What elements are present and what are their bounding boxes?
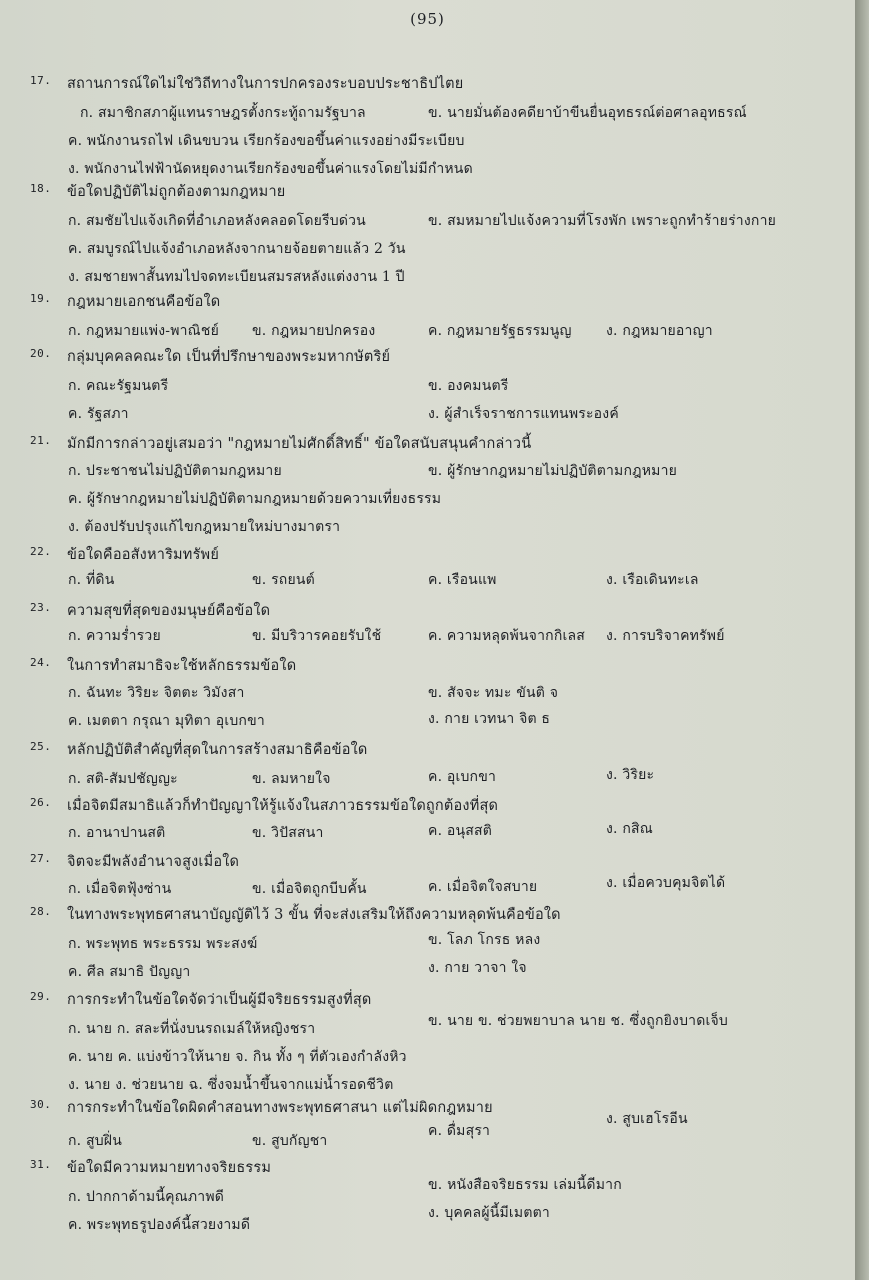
option-b: ข. องคมนตรี xyxy=(428,378,509,394)
option-a: ก. นาย ก. สละที่นั่งบนรถเมล์ให้หญิงชรา xyxy=(68,1021,316,1037)
option-b: ข. โลภ โกรธ หลง xyxy=(428,932,541,948)
question-number: 27. xyxy=(30,852,52,865)
option-d: ง. กาย วาจา ใจ xyxy=(428,960,527,976)
option-c: ค. ศีล สมาธิ ปัญญา xyxy=(68,964,191,980)
option-a: ก. พระพุทธ พระธรรม พระสงฆ์ xyxy=(68,936,258,952)
option-c: ค. ดื่มสุรา xyxy=(428,1123,491,1139)
option-d: ง. เรือเดินทะเล xyxy=(606,572,699,588)
question-text: ความสุขที่สุดของมนุษย์คือข้อใด xyxy=(67,603,271,619)
page-number: (95) xyxy=(410,10,445,28)
option-d: ง. กสิณ xyxy=(606,821,653,837)
option-d: ง. พนักงานไฟฟ้านัดหยุดงานเรียกร้องขอขึ้นค่าแรงโดยไม่มีกำหนด xyxy=(68,161,473,177)
option-a: ก. คณะรัฐมนตรี xyxy=(68,378,169,394)
option-c: ค. สมบูรณ์ไปแจ้งอำเภอหลังจากนายจ้อยตายแล้ว 2 วัน xyxy=(68,241,406,257)
option-d: ง. เมื่อควบคุมจิตได้ xyxy=(606,875,726,891)
question-text: มักมีการกล่าวอยู่เสมอว่า "กฎหมายไม่ศักดิ์สิทธิ์" ข้อใดสนับสนุนคำกล่าวนี้ xyxy=(67,436,532,452)
question-text: หลักปฏิบัติสำคัญที่สุดในการสร้างสมาธิคือข้อใด xyxy=(67,742,368,758)
option-b: ข. ลมหายใจ xyxy=(252,771,331,787)
question-number: 18. xyxy=(30,182,52,195)
option-d: ง. ต้องปรับปรุงแก้ไขกฎหมายใหม่บางมาตรา xyxy=(68,519,341,535)
question-number: 29. xyxy=(30,990,52,1003)
option-d: ง. กาย เวทนา จิต ธ xyxy=(428,711,551,727)
question-text: การกระทำในข้อใดจัดว่าเป็นผู้มีจริยธรรมสูงที่สุด xyxy=(67,992,372,1008)
option-c: ค. ผู้รักษากฎหมายไม่ปฏิบัติตามกฎหมายด้วยความเที่ยงธรรม xyxy=(68,491,442,507)
option-c: ค. เมตตา กรุณา มุทิตา อุเบกขา xyxy=(68,713,265,729)
question-number: 30. xyxy=(30,1098,52,1111)
option-b: ข. กฎหมายปกครอง xyxy=(252,323,376,339)
option-a: ก. ฉันทะ วิริยะ จิตตะ วิมังสา xyxy=(68,685,245,701)
option-b: ข. เมื่อจิตถูกบีบคั้น xyxy=(252,881,367,897)
option-c: ค. เมื่อจิตใจสบาย xyxy=(428,879,538,895)
question-text: เมื่อจิตมีสมาธิแล้วก็ทำปัญญาให้รู้แจ้งในสภาวธรรมข้อใดถูกต้องที่สุด xyxy=(67,798,499,814)
option-a: ก. สมาชิกสภาผู้แทนราษฎรตั้งกระทู้ถามรัฐบาล xyxy=(80,105,366,121)
question-number: 26. xyxy=(30,796,52,809)
option-b: ข. ผู้รักษากฎหมายไม่ปฏิบัติตามกฎหมาย xyxy=(428,463,678,479)
option-b: ข. วิปัสสนา xyxy=(252,825,324,841)
option-c: ค. นาย ค. แบ่งข้าวให้นาย จ. กิน ทั้ง ๆ ที่ตัวเองกำลังหิว xyxy=(68,1049,407,1065)
option-b: ข. นาย ข. ช่วยพยาบาล นาย ช. ซึ่งถูกยิงบาดเจ็บ xyxy=(428,1013,728,1029)
option-d: ง. สูบเฮโรอีน xyxy=(606,1111,688,1127)
question-text: การกระทำในข้อใดผิดคำสอนทางพระพุทธศาสนา แต่ไม่ผิดกฎหมาย xyxy=(67,1100,493,1116)
option-c: ค. รัฐสภา xyxy=(68,406,129,422)
question-text: ในการทำสมาธิจะใช้หลักธรรมข้อใด xyxy=(67,658,297,674)
option-a: ก. ที่ดิน xyxy=(68,572,115,588)
question-number: 24. xyxy=(30,656,52,669)
option-b: ข. สมหมายไปแจ้งความที่โรงพัก เพราะถูกทำร้ายร่างกาย xyxy=(428,213,777,229)
option-a: ก. ความร่ำรวย xyxy=(68,628,161,644)
option-c: ค. เรือนแพ xyxy=(428,572,497,588)
question-text: ในทางพระพุทธศาสนาบัญญัติไว้ 3 ขั้น ที่จะส่งเสริมให้ถึงความหลุดพ้นคือข้อใด xyxy=(67,907,561,923)
question-text: ข้อใดปฏิบัติไม่ถูกต้องตามกฎหมาย xyxy=(67,184,286,200)
question-number: 23. xyxy=(30,601,52,614)
option-d: ง. สมชายพาสั้นทมไปจดทะเบียนสมรสหลังแต่งงาน 1 ปี xyxy=(68,269,405,285)
option-d: ง. วิริยะ xyxy=(606,767,655,783)
question-number: 17. xyxy=(30,74,52,87)
option-a: ก. สมชัยไปแจ้งเกิดที่อำเภอหลังคลอดโดยรีบด่วน xyxy=(68,213,366,229)
option-a: ก. ประชาชนไม่ปฏิบัติตามกฎหมาย xyxy=(68,463,282,479)
question-number: 25. xyxy=(30,740,52,753)
option-b: ข. สูบกัญชา xyxy=(252,1133,328,1149)
question-text: ข้อใดคืออสังหาริมทรัพย์ xyxy=(67,547,220,563)
option-b: ข. หนังสือจริยธรรม เล่มนี้ดีมาก xyxy=(428,1177,622,1193)
question-text: ข้อใดมีความหมายทางจริยธรรม xyxy=(67,1160,272,1176)
option-a: ก. สูบฝิ่น xyxy=(68,1133,122,1149)
question-text: สถานการณ์ใดไม่ใช่วิถีทางในการปกครองระบอบประชาธิปไตย xyxy=(67,76,464,92)
option-d: ง. การบริจาคทรัพย์ xyxy=(606,628,725,644)
option-d: ง. ผู้สำเร็จราชการแทนพระองค์ xyxy=(428,406,619,422)
question-number: 21. xyxy=(30,434,52,447)
option-c: ค. อุเบกขา xyxy=(428,769,497,785)
option-a: ก. เมื่อจิตฟุ้งซ่าน xyxy=(68,881,172,897)
option-d: ง. บุคคลผู้นี้มีเมตตา xyxy=(428,1205,550,1221)
question-number: 22. xyxy=(30,545,52,558)
option-d: ง. กฎหมายอาญา xyxy=(606,323,713,339)
option-b: ข. นายมั่นต้องคดียาบ้าขีนยื่นอุทธรณ์ต่อศาลอุทธรณ์ xyxy=(428,105,747,121)
option-c: ค. พนักงานรถไฟ เดินขบวน เรียกร้องขอขึ้นค่าแรงอย่างมีระเบียบ xyxy=(68,133,465,149)
question-text: กลุ่มบุคคลคณะใด เป็นที่ปรึกษาของพระมหากษัตริย์ xyxy=(67,349,391,365)
option-c: ค. พระพุทธรูปองค์นี้สวยงามดี xyxy=(68,1217,251,1233)
option-b: ข. มีบริวารคอยรับใช้ xyxy=(252,628,382,644)
option-a: ก. สติ-สัมปชัญญะ xyxy=(68,771,178,787)
option-c: ค. ความหลุดพ้นจากกิเลส xyxy=(428,628,586,644)
option-a: ก. กฎหมายแพ่ง-พาณิชย์ xyxy=(68,323,219,339)
question-number: 20. xyxy=(30,347,52,360)
option-b: ข. รถยนต์ xyxy=(252,572,315,588)
question-text: กฎหมายเอกชนคือข้อใด xyxy=(67,294,221,310)
question-text: จิตจะมีพลังอำนาจสูงเมื่อใด xyxy=(67,854,240,870)
option-a: ก. ปากกาด้ามนี้คุณภาพดี xyxy=(68,1189,225,1205)
question-number: 19. xyxy=(30,292,52,305)
page-edge xyxy=(855,0,869,1280)
question-number: 31. xyxy=(30,1158,52,1171)
option-d: ง. นาย ง. ช่วยนาย ฉ. ซึ่งจมน้ำขึ้นจากแม่น้ำรอดชีวิต xyxy=(68,1077,394,1093)
question-number: 28. xyxy=(30,905,52,918)
option-a: ก. อานาปานสติ xyxy=(68,825,166,841)
option-c: ค. กฎหมายรัฐธรรมนูญ xyxy=(428,323,572,339)
option-c: ค. อนุสสติ xyxy=(428,823,493,839)
option-b: ข. สัจจะ ทมะ ขันติ จ xyxy=(428,685,559,701)
